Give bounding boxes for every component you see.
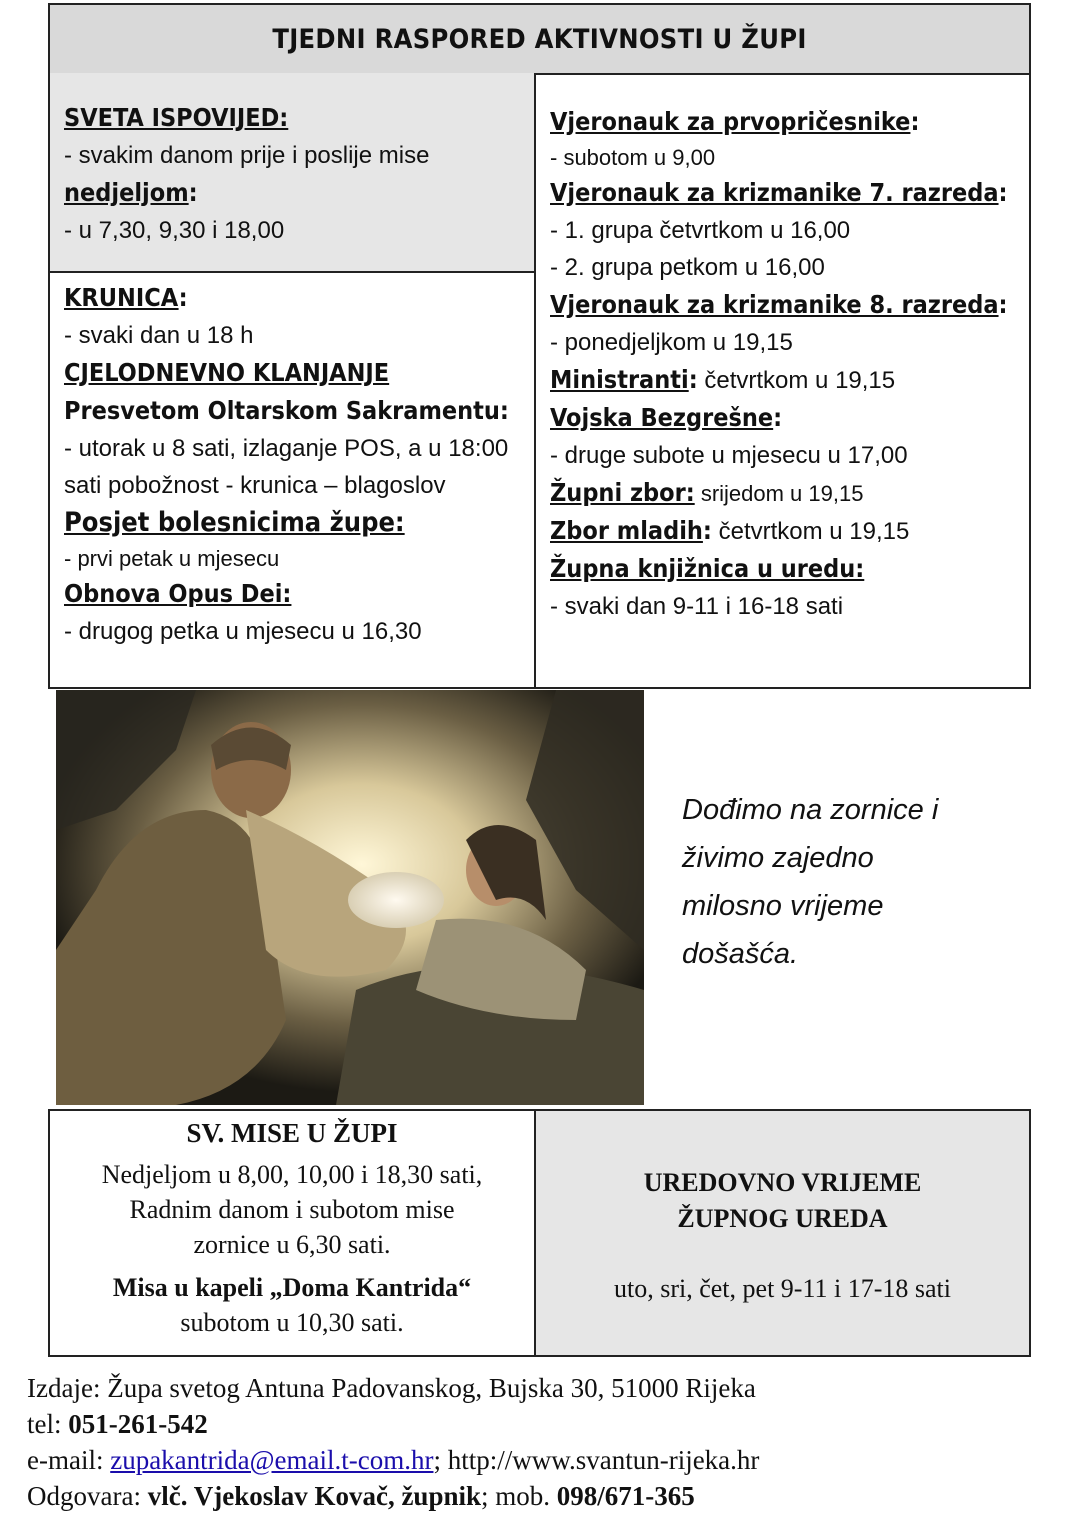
- first-communion-colon: :: [910, 107, 920, 136]
- responsible-name: vlč. Vjekoslav Kovač, župnik: [147, 1481, 481, 1511]
- schedule-table: [48, 3, 1031, 689]
- mobile-label: ; mob.: [481, 1481, 557, 1511]
- phone-label: tel:: [27, 1409, 69, 1439]
- responsible-label: Odgovara:: [27, 1481, 148, 1511]
- masses-line-3: zornice u 6,30 sati.: [193, 1230, 391, 1259]
- masses-line-2: Radnim danom i subotom mise: [129, 1195, 455, 1224]
- quote-line-1: Dođimo na zornice i: [682, 794, 939, 826]
- sick-visit-heading: Posjet bolesnicima župe:: [64, 507, 405, 538]
- email-label: e-mail:: [27, 1445, 111, 1475]
- first-communion-heading: Vjeronauk za prvopričesnike: [550, 107, 911, 136]
- chapel-mass-line: subotom u 10,30 sati.: [180, 1308, 404, 1337]
- office-hours-line: uto, sri, čet, pet 9-11 i 17-18 sati: [614, 1274, 951, 1303]
- schedule-right-column: [536, 73, 1029, 687]
- vojska-line: - druge subote u mjesecu u 17,00: [550, 442, 908, 469]
- email-line: [27, 1442, 1069, 1478]
- confession-line-2: - u 7,30, 9,30 i 18,00: [64, 217, 285, 244]
- opus-dei-heading: Obnova Opus Dei:: [64, 579, 292, 608]
- confirmation-8-line: - ponedjeljkom u 19,15: [550, 329, 793, 356]
- office-hours-title-1: UREDOVNO VRIJEME: [643, 1168, 922, 1197]
- confirmation-7-colon: :: [998, 178, 1008, 207]
- altar-servers-line: četvrtkom u 19,15: [697, 367, 896, 394]
- email-link[interactable]: zupakantrida@email.t-com.hr: [110, 1445, 434, 1475]
- library-heading: Župna knjižnica u uredu:: [550, 554, 865, 583]
- quote-line-2: živimo zajedno: [682, 842, 874, 874]
- masses-table: [48, 1109, 1031, 1357]
- library-line: - svaki dan 9-11 i 16-18 sati: [550, 593, 844, 620]
- rosary-heading: KRUNICA: [64, 283, 179, 312]
- advent-quote: [682, 786, 1022, 978]
- sick-visit-line: - prvi petak u mjesecu: [64, 546, 280, 571]
- quote-line-3: milosno vrijeme: [682, 890, 884, 922]
- sunday-colon: :: [188, 178, 198, 207]
- first-communion-line: - subotom u 9,00: [550, 145, 716, 170]
- adoration-heading: CJELODNEVNO KLANJANJE: [64, 358, 390, 387]
- opus-dei-line: - drugog petka u mjesecu u 16,30: [64, 618, 422, 645]
- confirmation-8-colon: :: [998, 290, 1008, 319]
- responsible-line: [27, 1478, 1069, 1514]
- altar-servers-colon: :: [688, 365, 698, 394]
- publisher-line: Izdaje: Župa svetog Antuna Padovanskog, Bujska 30, 51000 Rijeka: [27, 1373, 756, 1403]
- choir-heading: Župni zbor:: [550, 478, 695, 507]
- youth-choir-line: četvrtkom u 19,15: [711, 518, 910, 545]
- adoration-subheading: Presvetom Oltarskom Sakramentu:: [64, 396, 509, 425]
- confession-section: [50, 73, 534, 273]
- website-text: ; http://www.svantun-rijeka.hr: [433, 1445, 760, 1475]
- schedule-title: TJEDNI RASPORED AKTIVNOSTI U ŽUPI: [50, 5, 1029, 75]
- youth-choir-colon: :: [702, 516, 712, 545]
- nativity-image: [56, 690, 644, 1105]
- confirmation-7-line-1: - 1. grupa četvrtkom u 16,00: [550, 217, 851, 244]
- phone-number: 051-261-542: [68, 1409, 208, 1439]
- vojska-colon: :: [773, 403, 783, 432]
- quote-line-4: došašća.: [682, 938, 799, 970]
- confession-line-1: - svakim danom prije i poslije mise: [64, 142, 430, 169]
- vojska-heading: Vojska Bezgrešne: [550, 403, 774, 432]
- altar-servers-heading: Ministranti: [550, 365, 689, 394]
- left-activities: [50, 273, 534, 650]
- chapel-mass-title: Misa u kapeli „Doma Kantrida“: [112, 1273, 472, 1302]
- mobile-number: 098/671-365: [556, 1481, 695, 1511]
- office-hours-title-2: ŽUPNOG UREDA: [677, 1204, 888, 1233]
- confirmation-7-heading: Vjeronauk za krizmanike 7. razreda: [550, 178, 999, 207]
- confession-heading: SVETA ISPOVIJED:: [64, 103, 289, 132]
- phone-line: [27, 1406, 1069, 1442]
- schedule-left-column: [50, 73, 536, 687]
- confirmation-7-line-2: - 2. grupa petkom u 16,00: [550, 254, 825, 281]
- confirmation-8-heading: Vjeronauk za krizmanike 8. razreda: [550, 290, 999, 319]
- adoration-line: - utorak u 8 sati, izlaganje POS, a u 18:00 sati pobožnost - krunica – blagoslov: [64, 435, 509, 499]
- youth-choir-heading: Zbor mladih: [550, 516, 703, 545]
- office-hours-cell: [536, 1111, 1029, 1355]
- masses-cell: [50, 1111, 536, 1355]
- sunday-heading: nedjeljom: [64, 178, 189, 207]
- masses-line-1: Nedjeljom u 8,00, 10,00 i 18,30 sati,: [101, 1160, 483, 1189]
- rosary-colon: :: [178, 283, 188, 312]
- rosary-line: - svaki dan u 18 h: [64, 322, 254, 349]
- choir-line: srijedom u 19,15: [694, 481, 864, 506]
- footer: [27, 1370, 1069, 1514]
- masses-title: SV. MISE U ŽUPI: [186, 1118, 398, 1148]
